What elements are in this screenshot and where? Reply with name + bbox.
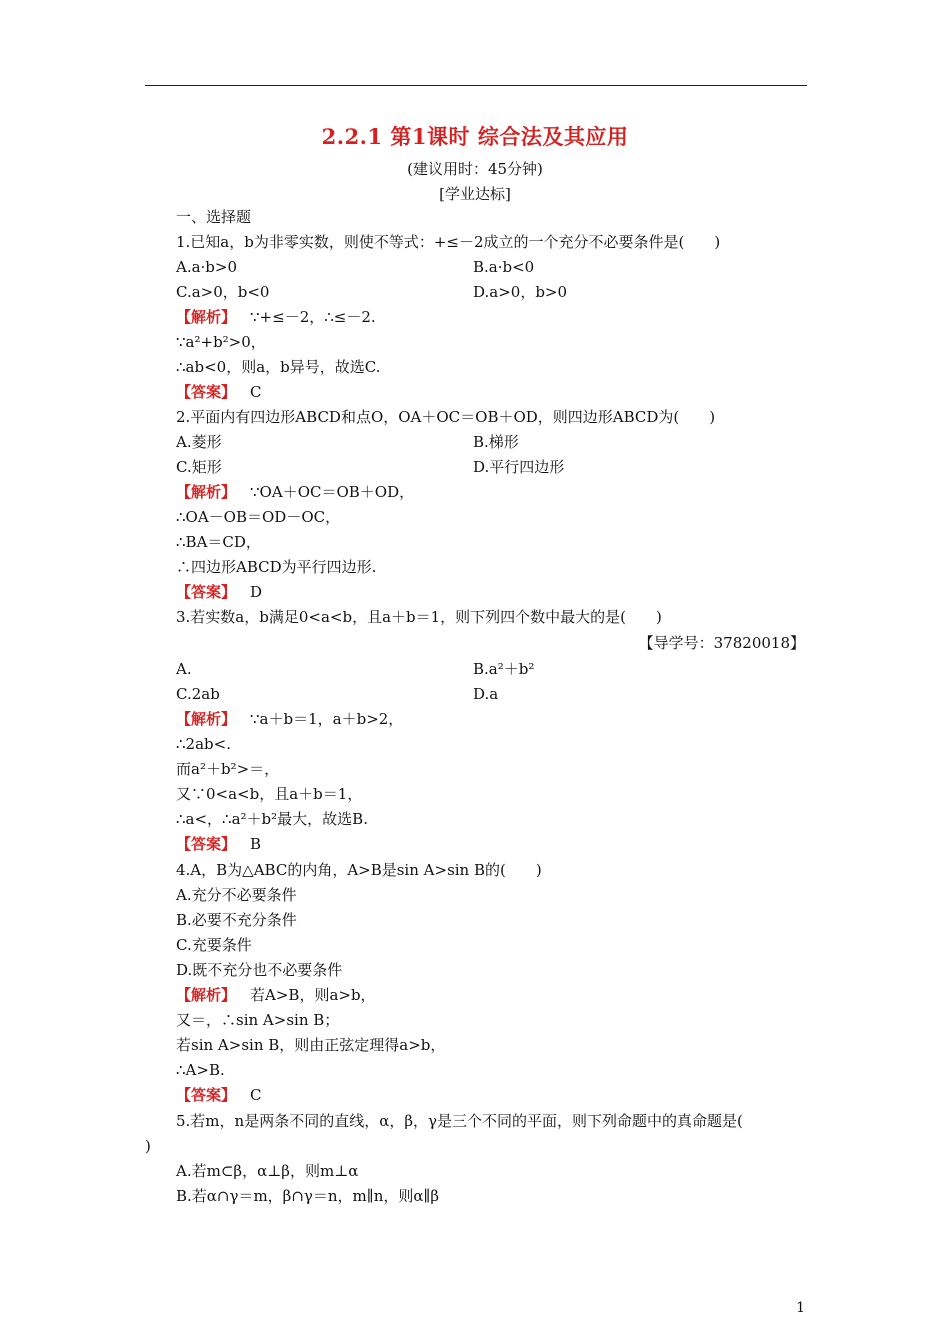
q4-stem: 4.A，B为△ABC的内角，A>B是sin A>sin B的( ) xyxy=(176,861,542,879)
q1-option-c: C.a>0，b<0 xyxy=(176,283,270,301)
q3-option-a: A. xyxy=(176,660,192,678)
q3-option-c: C.2ab xyxy=(176,685,220,703)
q1-option-d: D.a>0，b>0 xyxy=(473,283,568,301)
q4-analysis-line: 又＝，∴sin A>sin B； xyxy=(176,1011,340,1029)
analysis-tag: 【解析】 xyxy=(176,308,237,326)
q4-option-a: A.充分不必要条件 xyxy=(176,886,297,904)
q2-analysis-line: ∴OA－OB＝OD－OC， xyxy=(176,508,341,526)
q4-option-c: C.充要条件 xyxy=(176,936,252,954)
part-heading: 一、选择题 xyxy=(176,208,252,226)
q1-analysis: 【解析】 ∵+≤－2，∴≤－2. xyxy=(176,308,376,326)
q2-analysis-line: ∴四边形ABCD为平行四边形. xyxy=(176,558,377,576)
q1-answer: 【答案】 C xyxy=(176,383,262,401)
q1-option-b: B.a·b<0 xyxy=(473,258,535,276)
q3-analysis-line: 而a²＋b²>＝， xyxy=(176,760,280,778)
q1-stem: 1.已知a，b为非零实数，则使不等式：+≤－2成立的一个充分不必要条件是( ) xyxy=(176,233,721,251)
q4-option-d: D.既不充分也不必要条件 xyxy=(176,961,343,979)
answer-tag: 【答案】 xyxy=(176,383,237,401)
answer-tag: 【答案】 xyxy=(176,835,237,853)
time-hint: (建议用时：45分钟) xyxy=(407,160,543,178)
q2-analysis: 【解析】 ∵OA＋OC＝OB＋OD， xyxy=(176,483,415,501)
q3-analysis-line: 又∵0<a<b，且a＋b＝1， xyxy=(176,785,363,803)
q1-analysis-line: ∴ab<0，则a，b异号，故选C. xyxy=(176,358,381,376)
q1-analysis-line: ∵a²+b²>0， xyxy=(176,333,266,351)
q4-analysis-line: ∴A>B. xyxy=(176,1061,225,1079)
q4-analysis-line: 若sin A>sin B，则由正弦定理得a>b， xyxy=(176,1036,446,1054)
q2-option-a: A.菱形 xyxy=(176,433,222,451)
q2-stem: 2.平面内有四边形ABCD和点O，OA＋OC＝OB＋OD，则四边形ABCD为( ) xyxy=(176,408,716,426)
header-rule xyxy=(145,85,807,86)
q3-option-d: D.a xyxy=(473,685,499,703)
q3-analysis-line: ∴2ab<. xyxy=(176,735,231,753)
q3-analysis: 【解析】 ∵a＋b＝1，a＋b>2， xyxy=(176,710,404,728)
analysis-tag: 【解析】 xyxy=(176,986,237,1004)
q3-answer: 【答案】 B xyxy=(176,835,262,853)
q3-ref-number: 【导学号：37820018】 xyxy=(638,634,805,652)
q2-option-b: B.梯形 xyxy=(473,433,519,451)
analysis-tag: 【解析】 xyxy=(176,710,237,728)
q2-answer: 【答案】 D xyxy=(176,583,263,601)
q2-option-c: C.矩形 xyxy=(176,458,222,476)
q3-analysis-line: ∴a<，∴a²＋b²最大，故选B. xyxy=(176,810,368,828)
q3-stem: 3.若实数a，b满足0<a<b，且a＋b＝1，则下列四个数中最大的是( ) xyxy=(176,608,662,626)
page-title: 2.2.1 第1课时 综合法及其应用 xyxy=(321,124,629,149)
q5-option-a: A.若m⊂β，α⊥β，则m⊥α xyxy=(176,1162,359,1180)
q5-option-b: B.若α∩γ＝m，β∩γ＝n，m∥n，则α∥β xyxy=(176,1187,440,1205)
q5-stem-cont: ) xyxy=(145,1137,151,1155)
q4-analysis: 【解析】 若A>B，则a>b， xyxy=(176,986,376,1004)
q2-analysis-line: ∴BA＝CD， xyxy=(176,533,261,551)
answer-tag: 【答案】 xyxy=(176,583,237,601)
section-tag: [学业达标] xyxy=(439,185,511,203)
q4-answer: 【答案】 C xyxy=(176,1086,262,1104)
q1-option-a: A.a·b>0 xyxy=(176,258,238,276)
analysis-tag: 【解析】 xyxy=(176,483,237,501)
q4-option-b: B.必要不充分条件 xyxy=(176,911,297,929)
q2-option-d: D.平行四边形 xyxy=(473,458,565,476)
q3-option-b: B.a²＋b² xyxy=(473,660,535,678)
q5-stem: 5.若m，n是两条不同的直线，α，β，γ是三个不同的平面，则下列命题中的真命题是( xyxy=(176,1112,743,1130)
answer-tag: 【答案】 xyxy=(176,1086,237,1104)
page-number: 1 xyxy=(796,1300,805,1316)
